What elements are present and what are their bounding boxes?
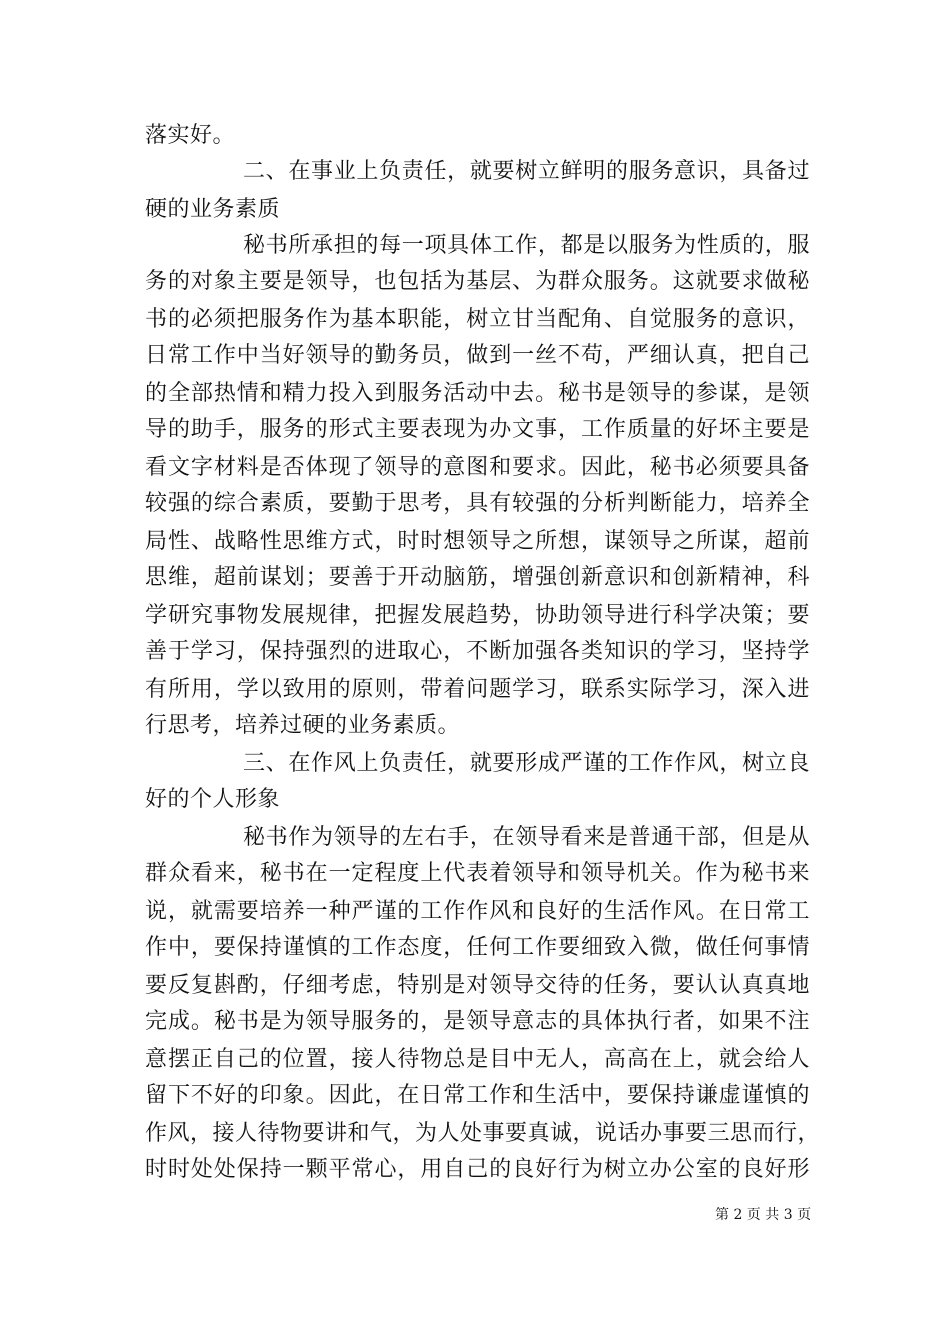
- text-line: 较强的综合素质，要勤于思考，具有较强的分析判断能力，培养全: [145, 491, 810, 516]
- text-line: 局性、战略性思维方式，时时想领导之所想，谋领导之所谋，超前: [145, 529, 810, 554]
- text-line: 善于学习，保持强烈的进取心，不断加强各类知识的学习，坚持学: [145, 639, 810, 664]
- text-line: 书的必须把服务作为基本职能，树立甘当配角、自觉服务的意识，: [145, 307, 810, 332]
- text-line: 要反复斟酌，仔细考虑，特别是对领导交待的任务，要认认真真地: [145, 973, 810, 998]
- section-heading-line: 硬的业务素质: [145, 197, 281, 222]
- text-line: 思维，超前谋划；要善于开动脑筋，增强创新意识和创新精神，科: [145, 565, 810, 590]
- text-line: 的全部热情和精力投入到服务活动中去。秘书是领导的参谋，是领: [145, 381, 810, 406]
- text-line: 作中，要保持谨慎的工作态度，任何工作要细致入微，做任何事情: [145, 935, 810, 960]
- text-line: 秘书作为领导的左右手，在领导看来是普通干部，但是从: [243, 825, 810, 850]
- text-line: 秘书所承担的每一项具体工作，都是以服务为性质的，服: [243, 233, 810, 258]
- text-line: 有所用，学以致用的原则，带着问题学习，联系实际学习，深入进: [145, 677, 810, 702]
- text-line: 务的对象主要是领导，也包括为基层、为群众服务。这就要求做秘: [145, 269, 810, 294]
- text-line: 时时处处保持一颗平常心，用自己的良好行为树立办公室的良好形: [145, 1157, 810, 1182]
- text-line: 作风，接人待物要讲和气，为人处事要真诚，说话办事要三思而行，: [145, 1121, 821, 1146]
- section-heading-line: 好的个人形象: [145, 787, 281, 812]
- text-line: 看文字材料是否体现了领导的意图和要求。因此，秘书必须要具备: [145, 455, 810, 480]
- text-line: 意摆正自己的位置，接人待物总是目中无人，高高在上，就会给人: [145, 1047, 810, 1072]
- text-line: 落实好。: [145, 123, 236, 148]
- page-number-footer: 第 2 页 共 3 页: [715, 1207, 812, 1223]
- text-line: 学研究事物发展规律，把握发展趋势，协助领导进行科学决策；要: [145, 603, 810, 628]
- text-line: 群众看来，秘书在一定程度上代表着领导和领导机关。作为秘书来: [145, 861, 810, 886]
- text-line: 说，就需要培养一种严谨的工作作风和良好的生活作风。在日常工: [145, 899, 810, 924]
- text-line: 日常工作中当好领导的勤务员，做到一丝不苟，严细认真，把自己: [145, 343, 810, 368]
- section-heading-line: 二、在事业上负责任，就要树立鲜明的服务意识，具备过: [243, 159, 810, 184]
- text-line: 导的助手，服务的形式主要表现为办文事，工作质量的好坏主要是: [145, 417, 810, 442]
- text-line: 完成。秘书是为领导服务的，是领导意志的具体执行者，如果不注: [145, 1009, 810, 1034]
- text-line: 留下不好的印象。因此，在日常工作和生活中，要保持谦虚谨慎的: [145, 1083, 810, 1108]
- section-heading-line: 三、在作风上负责任，就要形成严谨的工作作风，树立良: [243, 751, 810, 776]
- text-line: 行思考，培养过硬的业务素质。: [145, 713, 461, 738]
